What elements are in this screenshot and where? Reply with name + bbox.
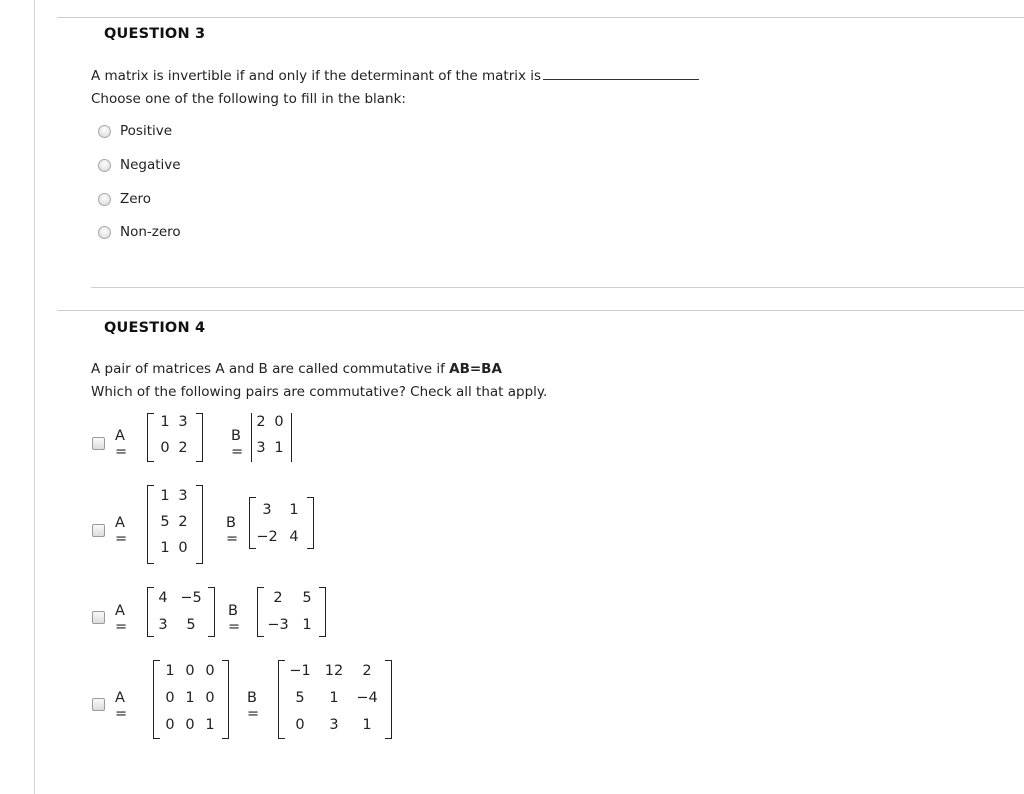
question-4-title: QUESTION 4 [104, 320, 206, 336]
matrix-cell: 4 [158, 590, 168, 606]
option-zero[interactable] [98, 189, 151, 209]
matrix-cell: 3 [158, 617, 168, 633]
option-negative[interactable] [98, 155, 181, 175]
left-bracket [249, 497, 256, 549]
left-bar [251, 413, 252, 462]
option-label: Negative [120, 157, 181, 173]
matrix-cell: 2 [178, 440, 188, 456]
fill-in-blank [543, 67, 699, 80]
matrix-cell: 1 [289, 502, 299, 518]
question-3-title: QUESTION 3 [104, 26, 206, 42]
left-border [34, 0, 35, 794]
matrix-cell: 12 [324, 663, 344, 679]
matrix-b-label: B = [231, 428, 244, 460]
matrix-cell: 0 [295, 717, 305, 733]
matrix-cell: 1 [160, 414, 170, 430]
matrix-cell: 0 [185, 663, 195, 679]
matrix-cell: 2 [256, 414, 266, 430]
choice-1-checkbox[interactable] [92, 437, 105, 450]
matrix-cell: 1 [329, 690, 339, 706]
option-positive[interactable] [98, 121, 172, 141]
matrix-cell: 0 [274, 414, 284, 430]
option-label: Zero [120, 191, 152, 207]
matrix-cell: 3 [178, 414, 188, 430]
right-bracket [222, 660, 229, 739]
matrix-a-label: A = [115, 428, 128, 460]
question-4-prompt-text: A pair of matrices A and B are called commutative if [91, 361, 445, 377]
matrix-cell: 3 [329, 717, 339, 733]
option-label: Positive [120, 123, 173, 139]
question-3-instruction: Choose one of the following to fill in the blank: [91, 91, 406, 107]
matrix-cell: 5 [302, 590, 312, 606]
choice-4-checkbox[interactable] [92, 698, 105, 711]
choice-3-checkbox[interactable] [92, 611, 105, 624]
question-3-prompt-text: A matrix is invertible if and only if the determinant of the matrix is [91, 68, 542, 84]
matrix-cell: 1 [205, 717, 215, 733]
left-bracket [147, 485, 154, 564]
matrix-cell: 3 [178, 488, 188, 504]
matrix-cell: −5 [180, 590, 202, 606]
question-4-instruction: Which of the following pairs are commutative? Check all that apply. [91, 384, 548, 400]
radio-button[interactable] [98, 226, 111, 239]
right-bracket [385, 660, 392, 739]
matrix-cell: 1 [160, 540, 170, 556]
matrix-b-label: B = [226, 515, 239, 547]
matrix-cell: 0 [160, 440, 170, 456]
matrix-cell: 5 [295, 690, 305, 706]
matrix-cell: 0 [185, 717, 195, 733]
matrix-cell: 1 [274, 440, 284, 456]
matrix-cell: 1 [165, 663, 175, 679]
radio-button[interactable] [98, 125, 111, 138]
matrix-cell: 2 [273, 590, 283, 606]
matrix-cell: 0 [178, 540, 188, 556]
option-label: Non-zero [120, 224, 181, 240]
matrix-cell: 1 [185, 690, 195, 706]
question-3-bottom-divider [91, 287, 1024, 288]
matrix-cell: 0 [165, 690, 175, 706]
matrix-a-label: A = [115, 603, 128, 635]
matrix-cell: 1 [302, 617, 312, 633]
left-bracket [153, 660, 160, 739]
matrix-cell: 0 [205, 663, 215, 679]
matrix-cell: 5 [160, 514, 170, 530]
right-bracket [208, 587, 215, 637]
matrix-cell: 3 [262, 502, 272, 518]
choice-2-checkbox[interactable] [92, 524, 105, 537]
radio-button[interactable] [98, 159, 111, 172]
right-bracket [319, 587, 326, 637]
matrix-cell: 5 [186, 617, 196, 633]
matrix-a-label: A = [115, 690, 128, 722]
matrix-cell: 4 [289, 529, 299, 545]
radio-button[interactable] [98, 193, 111, 206]
matrix-cell: −2 [256, 529, 278, 545]
matrix-cell: −4 [356, 690, 378, 706]
matrix-cell: 1 [362, 717, 372, 733]
left-bracket [147, 587, 154, 637]
matrix-cell: 2 [362, 663, 372, 679]
matrix-b-label: B = [228, 603, 241, 635]
commutative-condition: AB=BA [449, 361, 502, 377]
question-3-prompt [91, 67, 699, 84]
top-divider [57, 17, 1024, 18]
matrix-a-label: A = [115, 515, 128, 547]
matrix-cell: 2 [178, 514, 188, 530]
matrix-cell: 3 [256, 440, 266, 456]
left-bracket [257, 587, 264, 637]
matrix-cell: 0 [165, 717, 175, 733]
right-bar [291, 413, 292, 462]
left-bracket [278, 660, 285, 739]
question-4-prompt [91, 361, 502, 377]
right-bracket [196, 413, 203, 462]
matrix-b-label: B = [247, 690, 260, 722]
matrix-cell: −3 [267, 617, 289, 633]
matrix-cell: 1 [160, 488, 170, 504]
right-bracket [196, 485, 203, 564]
right-bracket [307, 497, 314, 549]
option-non-zero[interactable] [98, 222, 181, 242]
question-separator [57, 310, 1024, 311]
matrix-cell: −1 [289, 663, 311, 679]
left-bracket [147, 413, 154, 462]
matrix-cell: 0 [205, 690, 215, 706]
